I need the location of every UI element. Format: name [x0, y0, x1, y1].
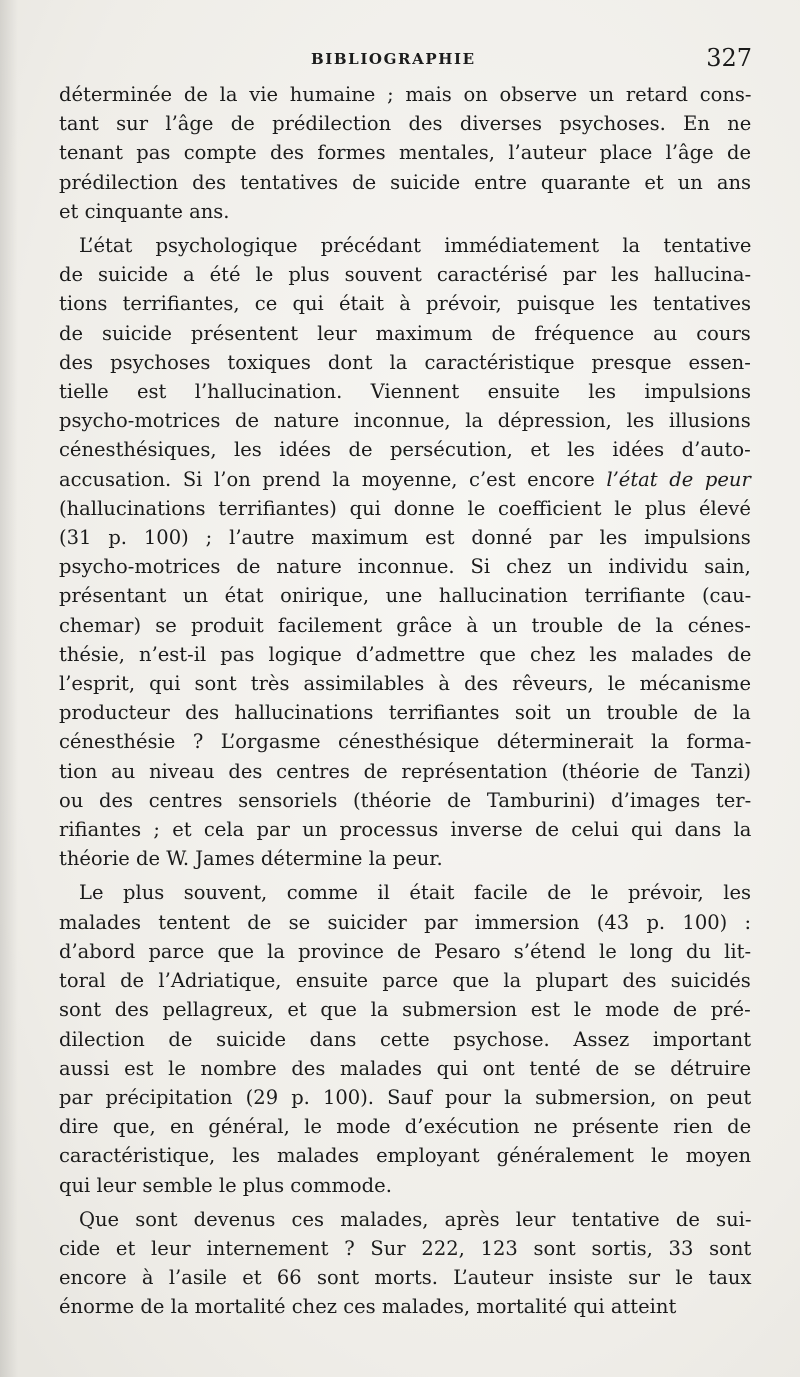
- text-line: tenant pas compte des formes mentales, l’auteur place l’âge de: [59, 141, 752, 165]
- text-line: cide et leur internement ? Sur 222, 123 sont sortis, 33 sont: [59, 1236, 752, 1260]
- text-line: rifiantes ; et cela par un processus inverse de celui qui dans la: [59, 818, 752, 842]
- text-line: dire que, en général, le mode d’exécution ne présente rien de: [59, 1115, 752, 1139]
- text-line: toral de l’Adriatique, ensuite parce que la plupart des suicidés: [59, 969, 751, 993]
- text-line: qui leur semble le plus commode.: [59, 1173, 392, 1197]
- page-number: 327: [706, 44, 752, 72]
- text-line: malades tentent de se suicider par immersion (43 p. 100) :: [59, 910, 752, 934]
- text-line: chemar) se produit facilement grâce à un trouble de la cénes-: [59, 613, 751, 637]
- page-body: [59, 80, 751, 1322]
- text-line: présentant un état onirique, une hallucination terrifiante (cau-: [59, 584, 752, 608]
- text-line: caractéristique, les malades employant généralement le moyen: [59, 1144, 752, 1168]
- text-line: thésie, n’est-il pas logique d’admettre que chez les malades de: [59, 642, 752, 666]
- paragraph-4: [59, 1205, 751, 1322]
- paragraph-2: [59, 231, 751, 873]
- text-line: de suicide présentent leur maximum de fréquence au cours: [59, 321, 751, 345]
- text-line: énorme de la mortalité chez ces malades, mortalité qui atteint: [59, 1295, 677, 1319]
- text-line: L’état psychologique précédant immédiatement la tentative: [79, 234, 752, 258]
- text-line: dilection de suicide dans cette psychose. Assez important: [59, 1027, 752, 1051]
- text-line: d’abord parce que la province de Pesaro s’étend le long du lit-: [59, 939, 752, 963]
- text-line: Que sont devenus ces malades, après leur tentative de sui-: [79, 1207, 752, 1231]
- text-line: sont des pellagreux, et que la submersion est le mode de pré-: [59, 998, 751, 1022]
- text-line: prédilection des tentatives de suicide entre quarante et un ans: [59, 170, 752, 194]
- text-line: Le plus souvent, comme il était facile de le prévoir, les: [79, 881, 752, 905]
- text-line: encore à l’asile et 66 sont morts. L’auteur insiste sur le taux: [59, 1266, 752, 1290]
- text-line: psycho-motrices de nature inconnue, la dépression, les illusions: [59, 409, 751, 433]
- text-line: (hallucinations terrifiantes) qui donne le coefficient le plus élevé: [59, 496, 751, 520]
- text-line: et cinquante ans.: [59, 199, 230, 223]
- text-line: par précipitation (29 p. 100). Sauf pour la submersion, on peut: [59, 1085, 752, 1109]
- text-line: cénesthésiques, les idées de persécution, et les idées d’auto-: [59, 438, 751, 462]
- text-line: des psychoses toxiques dont la caractéristique presque essen-: [59, 350, 751, 374]
- text-line: tion au niveau des centres de représentation (théorie de Tanzi): [59, 759, 752, 783]
- text-line: producteur des hallucinations terrifiantes soit un trouble de la: [59, 701, 751, 725]
- text-line: ou des centres sensoriels (théorie de Tamburini) d’images ter-: [59, 788, 752, 812]
- paragraph-1: [59, 80, 751, 226]
- text-line: tant sur l’âge de prédilection des diverses psychoses. En ne: [59, 112, 752, 136]
- text-line: psycho-motrices de nature inconnue. Si chez un individu sain,: [59, 555, 751, 579]
- running-head: BIBLIOGRAPHIE: [311, 50, 476, 68]
- text-line: accusation. Si l’on prend la moyenne, c’est encore l’état de peur: [59, 467, 751, 491]
- paragraph-3: [59, 878, 751, 1199]
- text-line: l’esprit, qui sont très assimilables à des rêveurs, le mécanisme: [59, 672, 752, 696]
- text-line: cénesthésie ? L’orgasme cénesthésique déterminerait la forma-: [59, 730, 752, 754]
- text-line: théorie de W. James détermine la peur.: [59, 847, 443, 871]
- page-header: [0, 44, 800, 74]
- text-line: aussi est le nombre des malades qui ont tenté de se détruire: [59, 1056, 752, 1080]
- text-line: de suicide a été le plus souvent caractérisé par les hallucina-: [59, 263, 752, 287]
- text-line: déterminée de la vie humaine ; mais on observe un retard cons-: [59, 83, 752, 106]
- italic-phrase: l’état de peur: [606, 467, 751, 491]
- text-line: tielle est l’hallucination. Viennent ensuite les impulsions: [59, 380, 751, 404]
- text-line: (31 p. 100) ; l’autre maximum est donné par les impulsions: [59, 526, 751, 550]
- text-line: tions terrifiantes, ce qui était à prévoir, puisque les tentatives: [59, 292, 752, 316]
